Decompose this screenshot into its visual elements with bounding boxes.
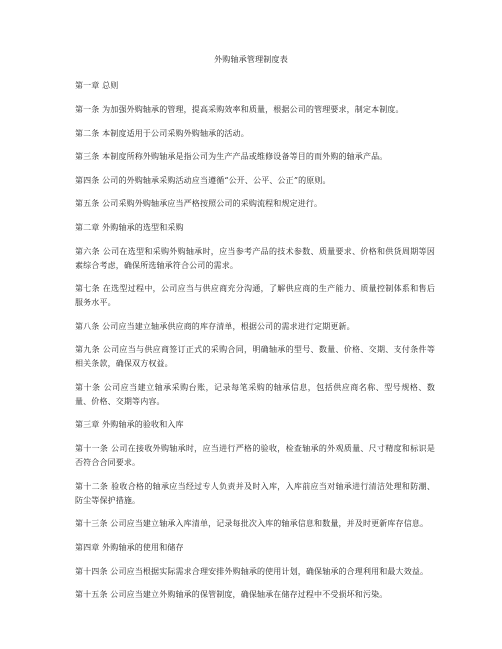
article-paragraph: 第七条 在选型过程中，公司应当与供应商充分沟通，了解供应商的生产能力、质量控制体系和售后服务水平。	[75, 284, 435, 307]
article-paragraph: 第十二条 验收合格的轴承应当经过专人负责并及时入库，入库前应当对轴承进行清洁处理和防潮、防尘等保护措施。	[75, 481, 435, 505]
chapter-heading: 第三章 外购轴承的验收和入库	[75, 420, 184, 429]
article-paragraph: 第一条 为加强外购轴承的管理，提高采购效率和质量，根据公司的管理要求，制定本制度。	[75, 105, 404, 114]
article-paragraph: 第三条 本制度所称外购轴承是指公司为生产产品或维修设备等目的而外购的轴承产品。	[75, 152, 388, 161]
chapter-heading: 第四章 外购轴承的使用和储存	[75, 542, 184, 552]
article-paragraph: 第二条 本制度适用于公司采购外购轴承的活动。	[75, 128, 249, 138]
article-paragraph: 第十条 公司应当建立轴承采购台账，记录每笔采购的轴承信息，包括供应商名称、型号规格、数量、价格、交期等内容。	[75, 382, 435, 406]
article-paragraph: 第四条 公司的外购轴承采购活动应当遵循“公开、公平、公正”的原则。	[75, 175, 331, 185]
chapter-heading: 第一章 总则	[75, 81, 119, 90]
article-paragraph: 第九条 公司应当与供应商签订正式的采购合同，明确轴承的型号、数量、价格、交期、支付条件等相关条款，确保双方权益。	[75, 345, 435, 368]
article-paragraph: 第六条 公司在选型和采购外购轴承时，应当参考产品的技术参数、质量要求、价格和供货周期等因素综合考虑，确保所选轴承符合公司的需求。	[75, 246, 435, 270]
chapter-heading: 第二章 外购轴承的选型和采购	[75, 222, 184, 232]
article-paragraph: 第十五条 公司应当建立外购轴承的保管制度，确保轴承在储存过程中不受损坏和污染。	[75, 590, 388, 599]
article-paragraph: 第十四条 公司应当根据实际需求合理安排外购轴承的使用计划，确保轴承的合理利用和最大效益。	[75, 566, 429, 576]
article-paragraph: 第五条 公司采购外购轴承应当严格按照公司的采购流程和规定进行。	[75, 199, 323, 208]
article-paragraph: 第十三条 公司应当建立轴承入库清单，记录每批次入库的轴承信息和数量，并及时更新库存信息。	[75, 519, 429, 528]
document-title: 外购轴承管理制度表	[214, 55, 288, 64]
article-paragraph: 第八条 公司应当建立轴承供应商的库存清单，根据公司的需求进行定期更新。	[75, 321, 355, 331]
article-paragraph: 第十一条 公司在接收外购轴承时，应当进行严格的验收，检查轴承的外观质量、尺寸精度和标识是否符合合同要求。	[75, 444, 435, 467]
document-body	[75, 79, 435, 612]
